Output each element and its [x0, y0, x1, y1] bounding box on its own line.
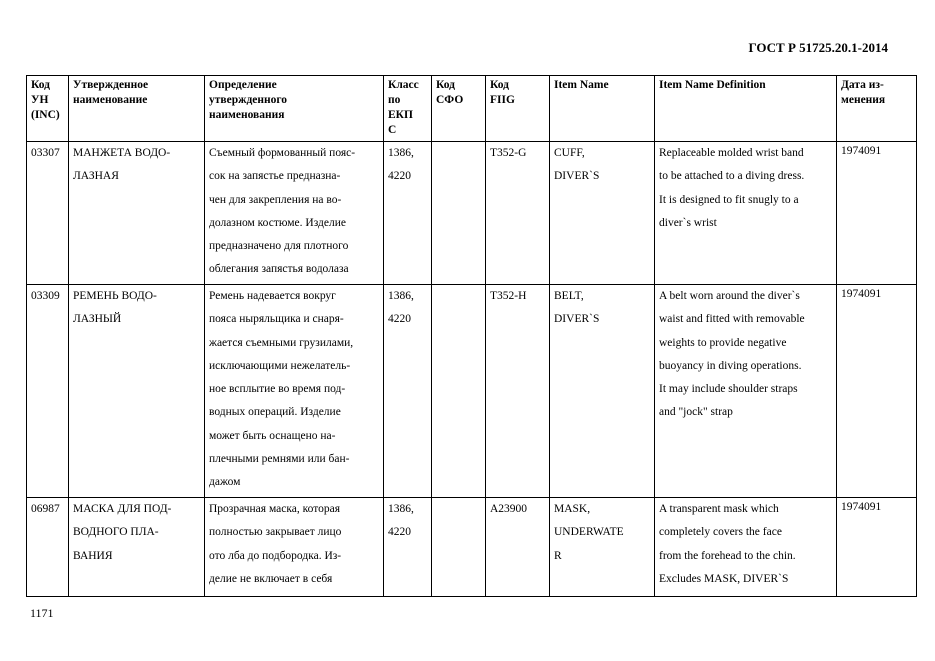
cell-line: дажом: [209, 476, 241, 489]
cell-inc: [27, 285, 69, 498]
cell-line: С: [388, 124, 397, 136]
cell-class: [384, 142, 432, 285]
cell-line: Ремень надевается вокруг: [209, 290, 336, 302]
cell-line: пояса ныряльщика и снаря-: [209, 313, 344, 326]
header-approved-name-definition: [205, 76, 384, 142]
cell-line: Excludes MASK, DIVER`S: [659, 572, 789, 585]
cell-line: buoyancy in diving operations.: [659, 359, 802, 372]
cell-approved-name-definition: [205, 142, 384, 285]
cell-item-name: [550, 498, 655, 597]
cell-fiig-code: [486, 142, 550, 285]
cell-line: Класс: [388, 79, 419, 91]
cell-line: Код: [31, 79, 51, 91]
cell-item-name-definition: [655, 142, 837, 285]
cell-line: Съемный формованный пояс-: [209, 147, 356, 159]
cell-line: Item Name: [554, 79, 609, 91]
cell-line: diver`s wrist: [659, 216, 717, 229]
cell-line: долазном костюме. Изделие: [209, 216, 347, 229]
cell-line: ЛАЗНЫЙ: [73, 313, 122, 326]
cell-line: Дата из-: [841, 79, 884, 91]
cell-change-date: [837, 142, 917, 285]
cell-sfo-code: [432, 285, 486, 498]
document-standard-number: ГОСТ Р 51725.20.1-2014: [748, 40, 888, 55]
cell-line: completely covers the face: [659, 526, 782, 539]
cell-line: and "jock" strap: [659, 406, 733, 419]
cell-line: MASK,: [554, 503, 591, 515]
table-row: [27, 498, 917, 597]
cell-line: 03309: [31, 290, 60, 302]
cell-line: 4220: [388, 170, 411, 183]
cell-approved-name: [69, 285, 205, 498]
cell-line: полностью закрывает лицо: [209, 526, 342, 539]
cell-line: from the forehead to the chin.: [659, 549, 796, 562]
cell-line: 4220: [388, 313, 411, 326]
cell-line: waist and fitted with removable: [659, 313, 805, 326]
cell-line: предназначено для плотного: [209, 240, 349, 253]
cell-line: 1974091: [841, 288, 882, 300]
cell-line: ото лба до подбородка. Из-: [209, 549, 342, 562]
header-item-name: [550, 76, 655, 142]
cell-line: Прозрачная маска, которая: [209, 503, 340, 515]
cell-line: наименование: [73, 94, 148, 106]
cell-line: наименования: [209, 109, 285, 121]
cell-line: UNDERWATE: [554, 526, 624, 539]
cell-line: CUFF,: [554, 147, 585, 159]
cell-line: ное всплытие во время под-: [209, 383, 346, 396]
header-change-date: [837, 76, 917, 142]
cell-line: 4220: [388, 526, 411, 539]
cell-approved-name: [69, 142, 205, 285]
cell-line: УН: [31, 94, 49, 106]
cell-line: A transparent mask which: [659, 503, 779, 515]
cell-line: FIIG: [490, 94, 515, 106]
header-class: [384, 76, 432, 142]
cell-line: ЛАЗНАЯ: [73, 170, 119, 183]
cell-item-name-definition: [655, 285, 837, 498]
cell-line: 06987: [31, 503, 60, 515]
cell-item-name: [550, 142, 655, 285]
cell-line: Код: [490, 79, 510, 91]
cell-line: Определение: [209, 79, 277, 91]
cell-line: DIVER`S: [554, 170, 600, 183]
header-item-name-definition: [655, 76, 837, 142]
cell-line: 1974091: [841, 501, 882, 513]
cell-change-date: [837, 285, 917, 498]
cell-fiig-code: [486, 498, 550, 597]
cell-sfo-code: [432, 142, 486, 285]
cell-line: Код: [436, 79, 456, 91]
header-sfo-code: [432, 76, 486, 142]
cell-line: может быть оснащено на-: [209, 429, 336, 442]
cell-line: R: [554, 549, 562, 562]
cell-class: [384, 285, 432, 498]
cell-inc: [27, 498, 69, 597]
header-inc: [27, 76, 69, 142]
cell-line: Item Name Definition: [659, 79, 766, 91]
cell-line: ВОДНОГО ПЛА-: [73, 526, 159, 539]
cell-line: A23900: [490, 503, 528, 515]
cell-line: A belt worn around the diver`s: [659, 290, 800, 302]
cell-line: СФО: [436, 94, 464, 106]
cell-line: 1386,: [388, 147, 414, 159]
cell-line: to be attached to a diving dress.: [659, 170, 805, 183]
cell-item-name-definition: [655, 498, 837, 597]
cell-line: менения: [841, 94, 886, 106]
table-header-row: [27, 76, 917, 142]
cell-line: ЕКП: [388, 109, 413, 121]
cell-line: DIVER`S: [554, 313, 600, 326]
cell-line: 1386,: [388, 290, 414, 302]
header-approved-name: [69, 76, 205, 142]
cell-fiig-code: [486, 285, 550, 498]
cell-item-name: [550, 285, 655, 498]
cell-approved-name-definition: [205, 498, 384, 597]
cell-line: 1974091: [841, 145, 882, 157]
cell-line: облегания запястья водолаза: [209, 263, 349, 276]
cell-line: T352-G: [490, 147, 527, 159]
cell-line: водных операций. Изделие: [209, 406, 341, 419]
cell-line: It may include shoulder straps: [659, 383, 798, 396]
cell-line: 1386,: [388, 503, 414, 515]
cell-line: утвержденного: [209, 94, 288, 106]
cell-class: [384, 498, 432, 597]
cell-line: исключающими нежелатель-: [209, 359, 351, 372]
cell-change-date: [837, 498, 917, 597]
cell-line: 03307: [31, 147, 60, 159]
cell-line: (INC): [31, 109, 60, 121]
cell-line: BELT,: [554, 290, 584, 302]
cell-sfo-code: [432, 498, 486, 597]
table-row: [27, 142, 917, 285]
header-fiig-code: [486, 76, 550, 142]
cell-approved-name-definition: [205, 285, 384, 498]
cell-line: МАНЖЕТА ВОДО-: [73, 147, 171, 159]
cell-line: плечными ремнями или бан-: [209, 453, 350, 466]
cell-inc: [27, 142, 69, 285]
cell-line: по: [388, 94, 401, 106]
page-number: 1171: [30, 606, 54, 620]
cell-line: сок на запястье предназна-: [209, 170, 341, 183]
cell-approved-name: [69, 498, 205, 597]
cell-line: чен для закрепления на во-: [209, 193, 342, 206]
cell-line: делие не включает в себя: [209, 572, 333, 585]
cell-line: weights to provide negative: [659, 336, 787, 349]
cell-line: РЕМЕНЬ ВОДО-: [73, 290, 157, 302]
cell-line: жается съемными грузилами,: [209, 336, 354, 349]
cell-line: It is designed to fit snugly to a: [659, 193, 799, 206]
cell-line: МАСКА ДЛЯ ПОД-: [73, 503, 172, 515]
cell-line: T352-H: [490, 290, 527, 302]
cell-line: ВАНИЯ: [73, 549, 113, 562]
cell-line: Утвержденное: [73, 79, 149, 91]
catalog-table: [26, 75, 917, 597]
cell-line: Replaceable molded wrist band: [659, 147, 804, 159]
table-row: [27, 285, 917, 498]
